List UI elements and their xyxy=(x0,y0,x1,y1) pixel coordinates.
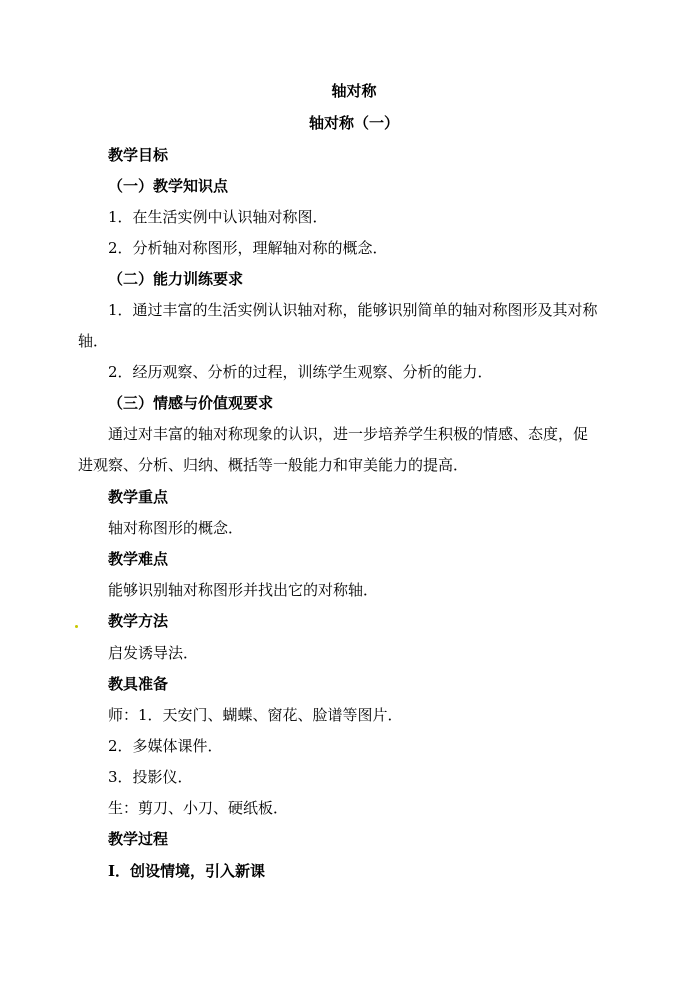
emotion-line-1: 通过对丰富的轴对称现象的认识，进一步培养学生积极的情感、态度，促 xyxy=(108,425,589,443)
ability-item-1-line-1: 1．通过丰富的生活实例认识轴对称，能够识别简单的轴对称图形及其对称 xyxy=(108,301,598,319)
knowledge-heading: （一）教学知识点 xyxy=(108,177,229,195)
key-point-heading: 教学重点 xyxy=(108,488,169,506)
tools-item-4: 生：剪刀、小刀、硬纸板． xyxy=(108,799,289,817)
tools-item-1: 师：1．天安门、蝴蝶、窗花、脸谱等图片． xyxy=(108,706,403,724)
tools-item-3: 3．投影仪． xyxy=(108,768,193,786)
difficulty-text: 能够识别轴对称图形并找出它的对称轴． xyxy=(108,581,379,599)
difficulty-heading: 教学难点 xyxy=(108,550,169,568)
ability-item-1-line-2: 轴． xyxy=(78,332,109,350)
ability-item-2: 2．经历观察、分析的过程，训练学生观察、分析的能力． xyxy=(108,363,493,381)
tools-heading: 教具准备 xyxy=(108,675,169,693)
margin-dot xyxy=(75,625,78,628)
method-text: 启发诱导法． xyxy=(108,644,199,662)
key-point-text: 轴对称图形的概念． xyxy=(108,519,244,537)
document-subtitle: 轴对称（一） xyxy=(308,114,399,132)
process-step-1: Ⅰ．创设情境，引入新课 xyxy=(108,862,266,880)
emotion-line-2: 进观察、分析、归纳、概括等一般能力和审美能力的提高． xyxy=(78,456,469,474)
knowledge-item-1: 1．在生活实例中认识轴对称图． xyxy=(108,208,328,226)
tools-item-2: 2．多媒体课件． xyxy=(108,737,223,755)
method-heading: 教学方法 xyxy=(108,612,169,630)
process-heading: 教学过程 xyxy=(108,830,169,848)
document-title: 轴对称 xyxy=(331,82,377,100)
knowledge-item-2: 2．分析轴对称图形，理解轴对称的概念． xyxy=(108,239,388,257)
ability-heading: （二）能力训练要求 xyxy=(108,270,244,288)
emotion-heading: （三）情感与价值观要求 xyxy=(108,394,274,412)
objectives-heading: 教学目标 xyxy=(108,146,169,164)
